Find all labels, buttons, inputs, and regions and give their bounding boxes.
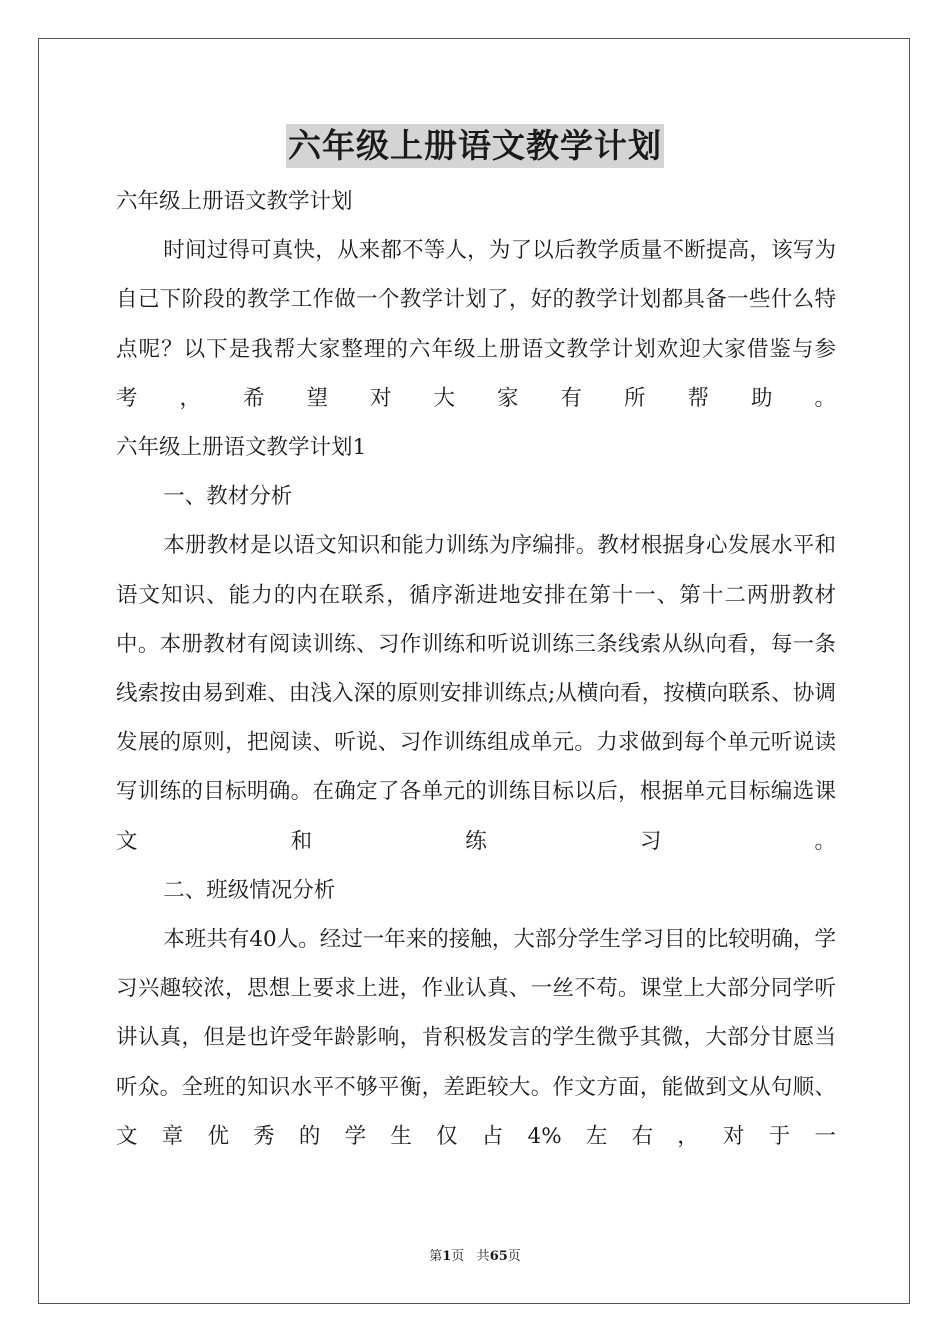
paragraph-textbook-analysis: 本册教材是以语文知识和能力训练为序编排。教材根据身心发展水平和语文知识、能力的内在联系，循序渐进地安排在第十一、第十二两册教材中。本册教材有阅读训练、习作训练和听说训练三条线索从纵向看，每一条线索按由易到难、由浅入深的原则安排训练点;从横向看，按横向联系、协调发展的原则，把阅读、听说、习作训练组成单元。力求做到每个单元听说读写训练的目标明确。在确定了各单元的训练目标以后，根据单元目标编选课文和练习。 xyxy=(116,533,836,854)
paragraph-subtitle: 六年级上册语文教学计划 xyxy=(116,189,353,214)
heading-class-analysis: 二、班级情况分析 xyxy=(163,877,336,903)
footer-page-number: 1 xyxy=(442,1249,452,1264)
heading-textbook-analysis: 一、教材分析 xyxy=(163,484,293,510)
page-footer xyxy=(0,1248,950,1266)
footer-total-suffix: 页 xyxy=(507,1249,521,1264)
paragraph-class-analysis: 本班共有40人。经过一年来的接触，大部分学生学习目的比较明确，学习兴趣较浓，思想上要求上进，作业认真、一丝不苟。课堂上大部分同学听讲认真，但是也许受年龄影响，肯积极发言的学生微乎其微，大部分甘愿当听众。全班的知识水平不够平衡，差距较大。作文方面，能做到文从句顺、文章优秀的学生仅占4%左右，对于一 xyxy=(116,927,836,1149)
document-body xyxy=(116,177,836,1161)
title-container xyxy=(0,124,950,168)
footer-total-pages: 65 xyxy=(489,1249,508,1264)
paragraph-intro: 时间过得可真快，从来都不等人，为了以后教学质量不断提高，该写为自己下阶段的教学工作做一个教学计划了，好的教学计划都具备一些什么特点呢？以下是我帮大家整理的六年级上册语文教学计划欢迎大家借鉴与参考，希望对大家有所帮助。 xyxy=(116,238,836,411)
footer-total-prefix: 共 xyxy=(476,1249,490,1264)
footer-page-suffix: 页 xyxy=(451,1249,465,1264)
document-title: 六年级上册语文教学计划 xyxy=(286,124,664,168)
footer-page-prefix: 第 xyxy=(429,1249,443,1264)
paragraph-section-title: 六年级上册语文教学计划1 xyxy=(116,435,367,461)
